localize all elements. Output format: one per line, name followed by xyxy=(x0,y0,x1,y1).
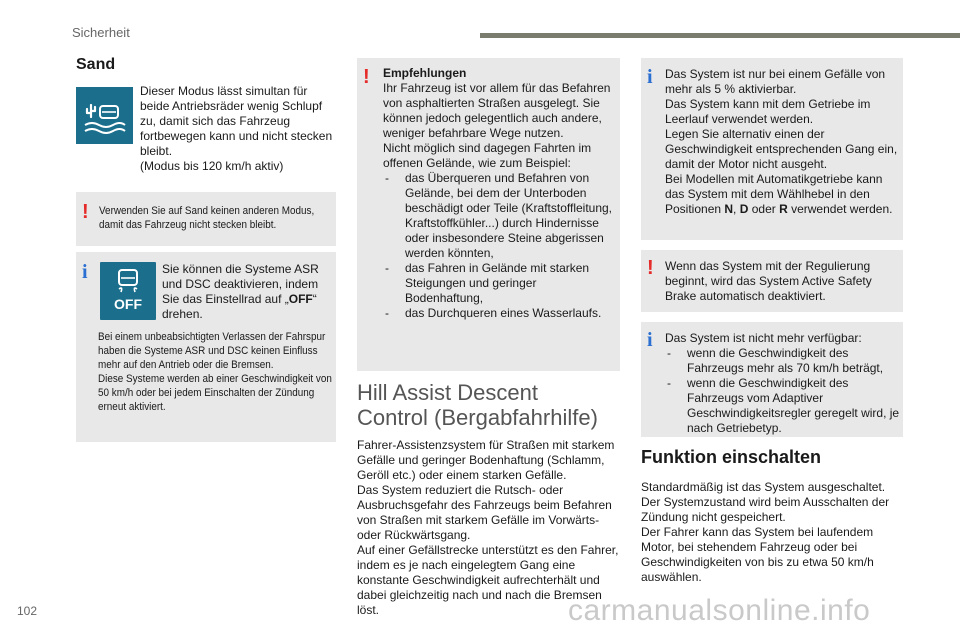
unavailable-info-text: Das System ist nicht mehr verfügbar: - wenn die Geschwindigkeit des Fahrzeugs mehr als 70 km/h beträgt, - wenn die Geschwindigkeit des Fahrzeugs vom Adaptiver Geschwindigkeitsregler geregelt wird, je nach Getriebetyp. xyxy=(665,331,901,436)
hill-info-text: Das System ist nur bei einem Gefälle von mehr als 5 % aktivierbar. Das System kann mit dem Getriebe im Leerlauf verwendet werden. Legen Sie alternativ einen der Geschwindigkeit entsprechenden Gang ein, damit der Motor nicht ausgeht. Bei Modellen mit Automatikgetriebe kann das System mit dem Wählhebel in den Positionen N, D oder R verwendet werden. xyxy=(665,67,898,216)
list-item: - das Überqueren und Befahren von Gelände, bei dem der Unterboden beschädigt oder Teile (Kraftstoffleitung, Kraftstoffkühler...) durch Hindernisse oder insbesondere Steine abgerissen werden könnten, xyxy=(383,171,615,261)
hill-info-box xyxy=(641,58,903,240)
funktion-heading: Funktion einschalten xyxy=(641,447,822,467)
asr-note: Bei einem unbeabsichtigten Verlassen der Fahrspur haben die Systeme ASR und DSC keinen Einfluss mehr auf den Antrieb oder die Bremsen. Diese Systeme werden ab einer Geschwindigkeit von 50 km/h oder bei jedem Einschalten der Zündung erneut aktiviert. xyxy=(98,331,332,413)
info-icon: i xyxy=(82,261,88,283)
hill-assist-heading: Hill Assist Descent Control (Bergabfahrhilfe) xyxy=(357,380,598,430)
unavailable-list xyxy=(665,346,901,436)
sand-description: Dieser Modus lässt simultan für beide Antriebsräder wenig Schlupf zu, damit sich das Fahrzeug fortbewegen kann und nicht stecken bleibt. (Modus bis 120 km/h aktiv) xyxy=(140,84,333,173)
warning-icon: ! xyxy=(82,201,89,223)
sand-car-icon xyxy=(76,87,133,144)
warning-icon: ! xyxy=(363,66,370,88)
section-title: Sicherheit xyxy=(72,25,130,40)
header-rule xyxy=(480,33,960,38)
recommendations-text: Empfehlungen Ihr Fahrzeug ist vor allem für das Befahren von asphaltierten Straßen ausgelegt. Sie können jedoch gelegentlich auch andere, weniger befahrbare Wege nutzen. Nicht möglich sind dagegen Fahrten im offenen Gelände, wie zum Beispiel: - das Überqueren und Befahren von Gelände, bei dem der Unterboden beschädigt oder Teile (Kraftstoffleitung, Kraftstoffkühler...) durch Hindernisse oder insbesondere Steine abgerissen werden könnten, - das Fahren in Gelände mit starken Steigungen und geringer Bodenhaftung, - das Durchqueren eines Wasserlaufs. xyxy=(383,66,615,321)
page-number: 102 xyxy=(17,604,38,618)
list-item: - wenn die Geschwindigkeit des Fahrzeugs vom Adaptiver Geschwindigkeitsregler geregelt wird, je nach Getriebetyp. xyxy=(665,376,901,436)
hill-assist-text: Fahrer-Assistenzsystem für Straßen mit starkem Gefälle und geringer Bodenhaftung (Schlamm, Geröll etc.) oder einem starken Gefälle. Das System reduziert die Rutsch- oder Ausbruchsgefahr des Fahrzeugs beim Befahren von Straßen mit starkem Gefälle im Vorwärts- oder Rückwärtsgang. Auf einer Gefällstrecke unterstützt es den Fahrer, indem es je nach eingelegtem Gang eine konstante Geschwindigkeit aufrechterhält und dabei gleichzeitig nach und nach die Bremsen löst. xyxy=(357,438,619,617)
watermark: carmanualsonline.info xyxy=(568,594,871,627)
active-safety-warning-box: ! Wenn das System mit der Regulierung beginnt, wird das System Active Safety Brake automatisch deaktiviert. xyxy=(641,250,903,312)
sand-mode-icon xyxy=(76,87,133,144)
sand-warning-box: ! Verwenden Sie auf Sand keinen anderen Modus, damit das Fahrzeug nicht stecken bleibt. xyxy=(76,192,336,246)
recommendations-box xyxy=(357,58,620,371)
asr-info-text: Sie können die Systeme ASR und DSC deaktivieren, indem Sie das Einstellrad auf „OFF“ drehen. xyxy=(162,262,319,321)
off-dial-icon xyxy=(100,262,156,320)
funktion-text: Standardmäßig ist das System ausgeschaltet. Der Systemzustand wird beim Ausschalten der Zündung nicht gespeichert. Der Fahrer kann das System bei laufendem Motor, bei stehendem Fahrzeug oder bei Geschwindigkeiten von bis zu etwa 50 km/h auswählen. xyxy=(641,480,890,584)
sand-heading: Sand xyxy=(76,56,116,73)
unavailable-info-box xyxy=(641,322,903,437)
list-item: - das Fahren in Gelände mit starken Steigungen und geringer Bodenhaftung, xyxy=(383,261,615,306)
info-icon: i xyxy=(647,66,653,88)
off-label: OFF xyxy=(114,296,142,312)
list-item: - wenn die Geschwindigkeit des Fahrzeugs mehr als 70 km/h beträgt, xyxy=(665,346,901,376)
warning-icon: ! xyxy=(647,257,654,279)
list-item: - das Durchqueren eines Wasserlaufs. xyxy=(383,306,615,321)
info-icon: i xyxy=(647,329,653,351)
recommendations-list xyxy=(383,171,615,321)
